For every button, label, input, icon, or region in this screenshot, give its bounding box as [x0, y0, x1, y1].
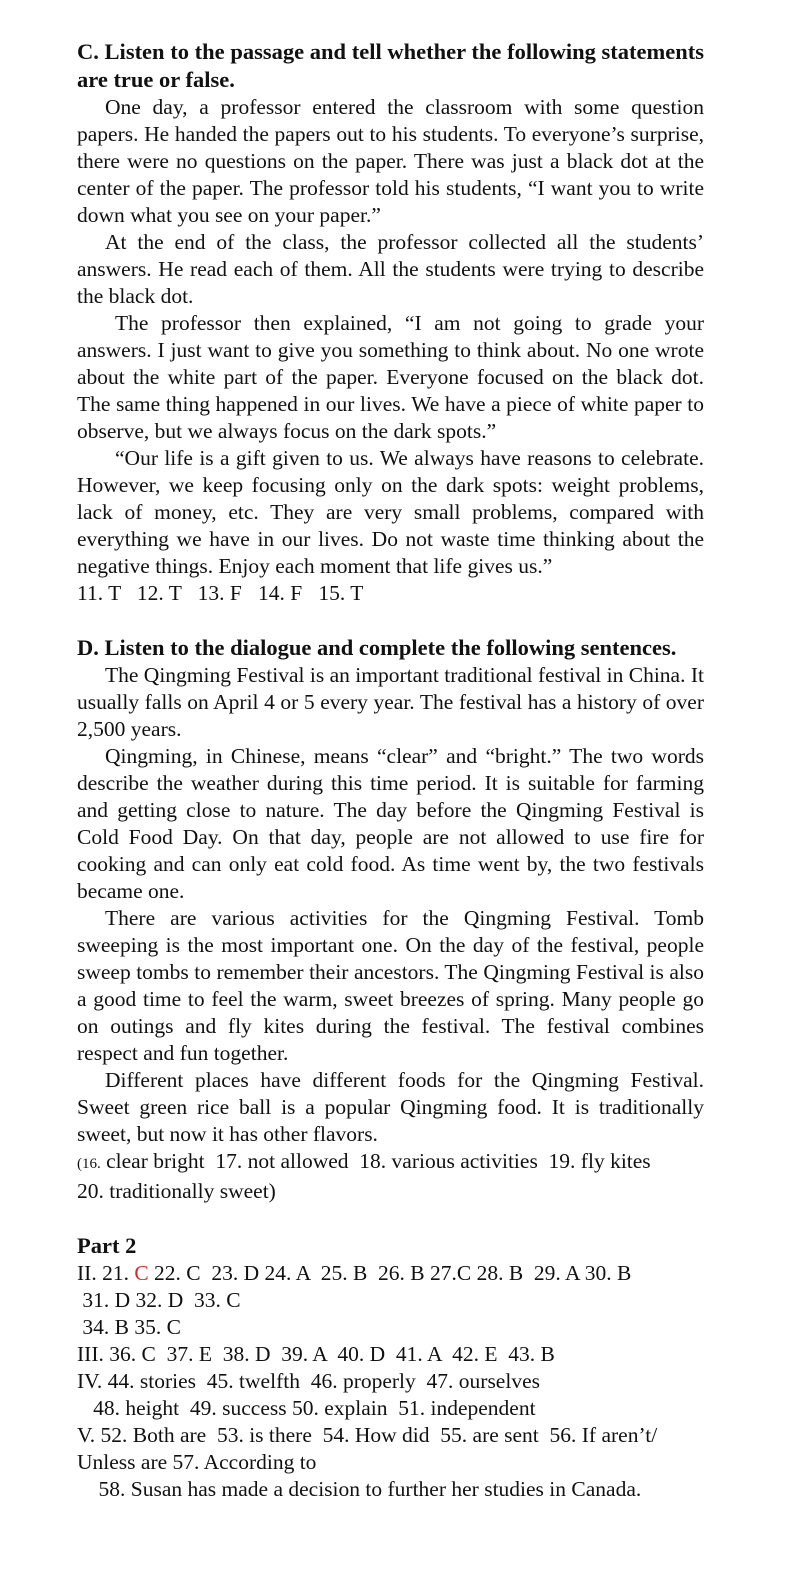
section-c-paragraph-2: At the end of the class, the professor collected all the students’ answers. He read each of them. All the students were trying to describe the black dot.: [77, 230, 704, 308]
section-ii-corrected-answer: C: [134, 1261, 149, 1285]
section-d-heading: D. Listen to the dialogue and complete the following sentences.: [77, 635, 677, 660]
section-c-paragraph-4: “Our life is a gift given to us. We always have reasons to celebrate. However, we keep focusing only on the dark spots: weight problems, lack of money, etc. They are very small problems, compared with everything we have in our lives. Do not waste time thinking about the negative things. Enjoy each moment that life gives us.”: [77, 446, 704, 578]
part-2-section-iii: III. 36. C 37. E 38. D 39. A 40. D 41. A 42. E 43. B: [77, 1342, 555, 1366]
part-2-section-ii-line-1: [77, 1260, 704, 1287]
part-2-section-v-line-2: Unless are 57. According to: [77, 1450, 317, 1474]
part-2-section-v-line-1: V. 52. Both are 53. is there 54. How did 55. are sent 56. If aren’t/: [77, 1423, 658, 1447]
section-ii-prefix: II. 21.: [77, 1261, 135, 1285]
part-2-section-v-line-3: 58. Susan has made a decision to further her studies in Canada.: [77, 1477, 642, 1501]
section-d-paragraph-1: The Qingming Festival is an important traditional festival in China. It usually falls on April 4 or 5 every year. The festival has a history of over 2,500 years.: [77, 663, 704, 741]
section-c-paragraph-3: The professor then explained, “I am not going to grade your answers. I just want to give you something to think about. No one wrote about the white part of the paper. Everyone focused on the black dot. The same thing happened in our lives. We have a piece of white paper to observe, but we always focus on the dark spots.”: [77, 311, 704, 443]
part-2-section-ii-line-2: 31. D 32. D 33. C: [77, 1288, 241, 1312]
section-c-answers: 11. T 12. T 13. F 14. F 15. T: [77, 581, 364, 605]
section-ii-rest: 22. C 23. D 24. A 25. B 26. B 27.C 28. B 29. A 30. B: [148, 1261, 632, 1285]
part-2-heading: Part 2: [77, 1233, 137, 1258]
section-d-paragraph-4: Different places have different foods for the Qingming Festival. Sweet green rice ball is a popular Qingming food. It is traditionally sweet, but now it has other flavors.: [77, 1068, 704, 1146]
section-d-paragraph-3: There are various activities for the Qingming Festival. Tomb sweeping is the most important one. On the day of the festival, people sweep tombs to remember their ancestors. The Qingming Festival is also a good time to feel the warm, sweet breezes of spring. Many people go on outings and fly kites during the festival. The festival combines respect and fun together.: [77, 906, 704, 1065]
part-2-section-iv-line-2: 48. height 49. success 50. explain 51. independent: [77, 1396, 536, 1420]
section-d-answers-line-1: [77, 1148, 704, 1178]
part-2-section-ii-line-3: 34. B 35. C: [77, 1315, 181, 1339]
part-2-section-iv-line-1: IV. 44. stories 45. twelfth 46. properly 47. ourselves: [77, 1369, 540, 1393]
spacer: [77, 607, 704, 634]
section-c-heading: C. Listen to the passage and tell whether the following statements are true or false.: [77, 39, 704, 92]
section-d-answers-line-2: 20. traditionally sweet): [77, 1179, 276, 1203]
section-c-paragraph-1: One day, a professor entered the classroom with some question papers. He handed the papers out to his students. To everyone’s surprise, there were no questions on the paper. There was just a black dot at the center of the paper. The professor told his students, “I want you to write down what you see on your paper.”: [77, 95, 704, 227]
spacer: [77, 1205, 704, 1232]
answers-prefix: (16.: [77, 1156, 101, 1172]
section-d-paragraph-2: Qingming, in Chinese, means “clear” and “bright.” The two words describe the weather during this time period. It is suitable for farming and getting close to nature. The day before the Qingming Festival is Cold Food Day. On that day, people are not allowed to use fire for cooking and can only eat cold food. As time went by, the two festivals became one.: [77, 744, 704, 903]
answers-text: clear bright 17. not allowed 18. various activities 19. fly kites: [100, 1149, 651, 1173]
